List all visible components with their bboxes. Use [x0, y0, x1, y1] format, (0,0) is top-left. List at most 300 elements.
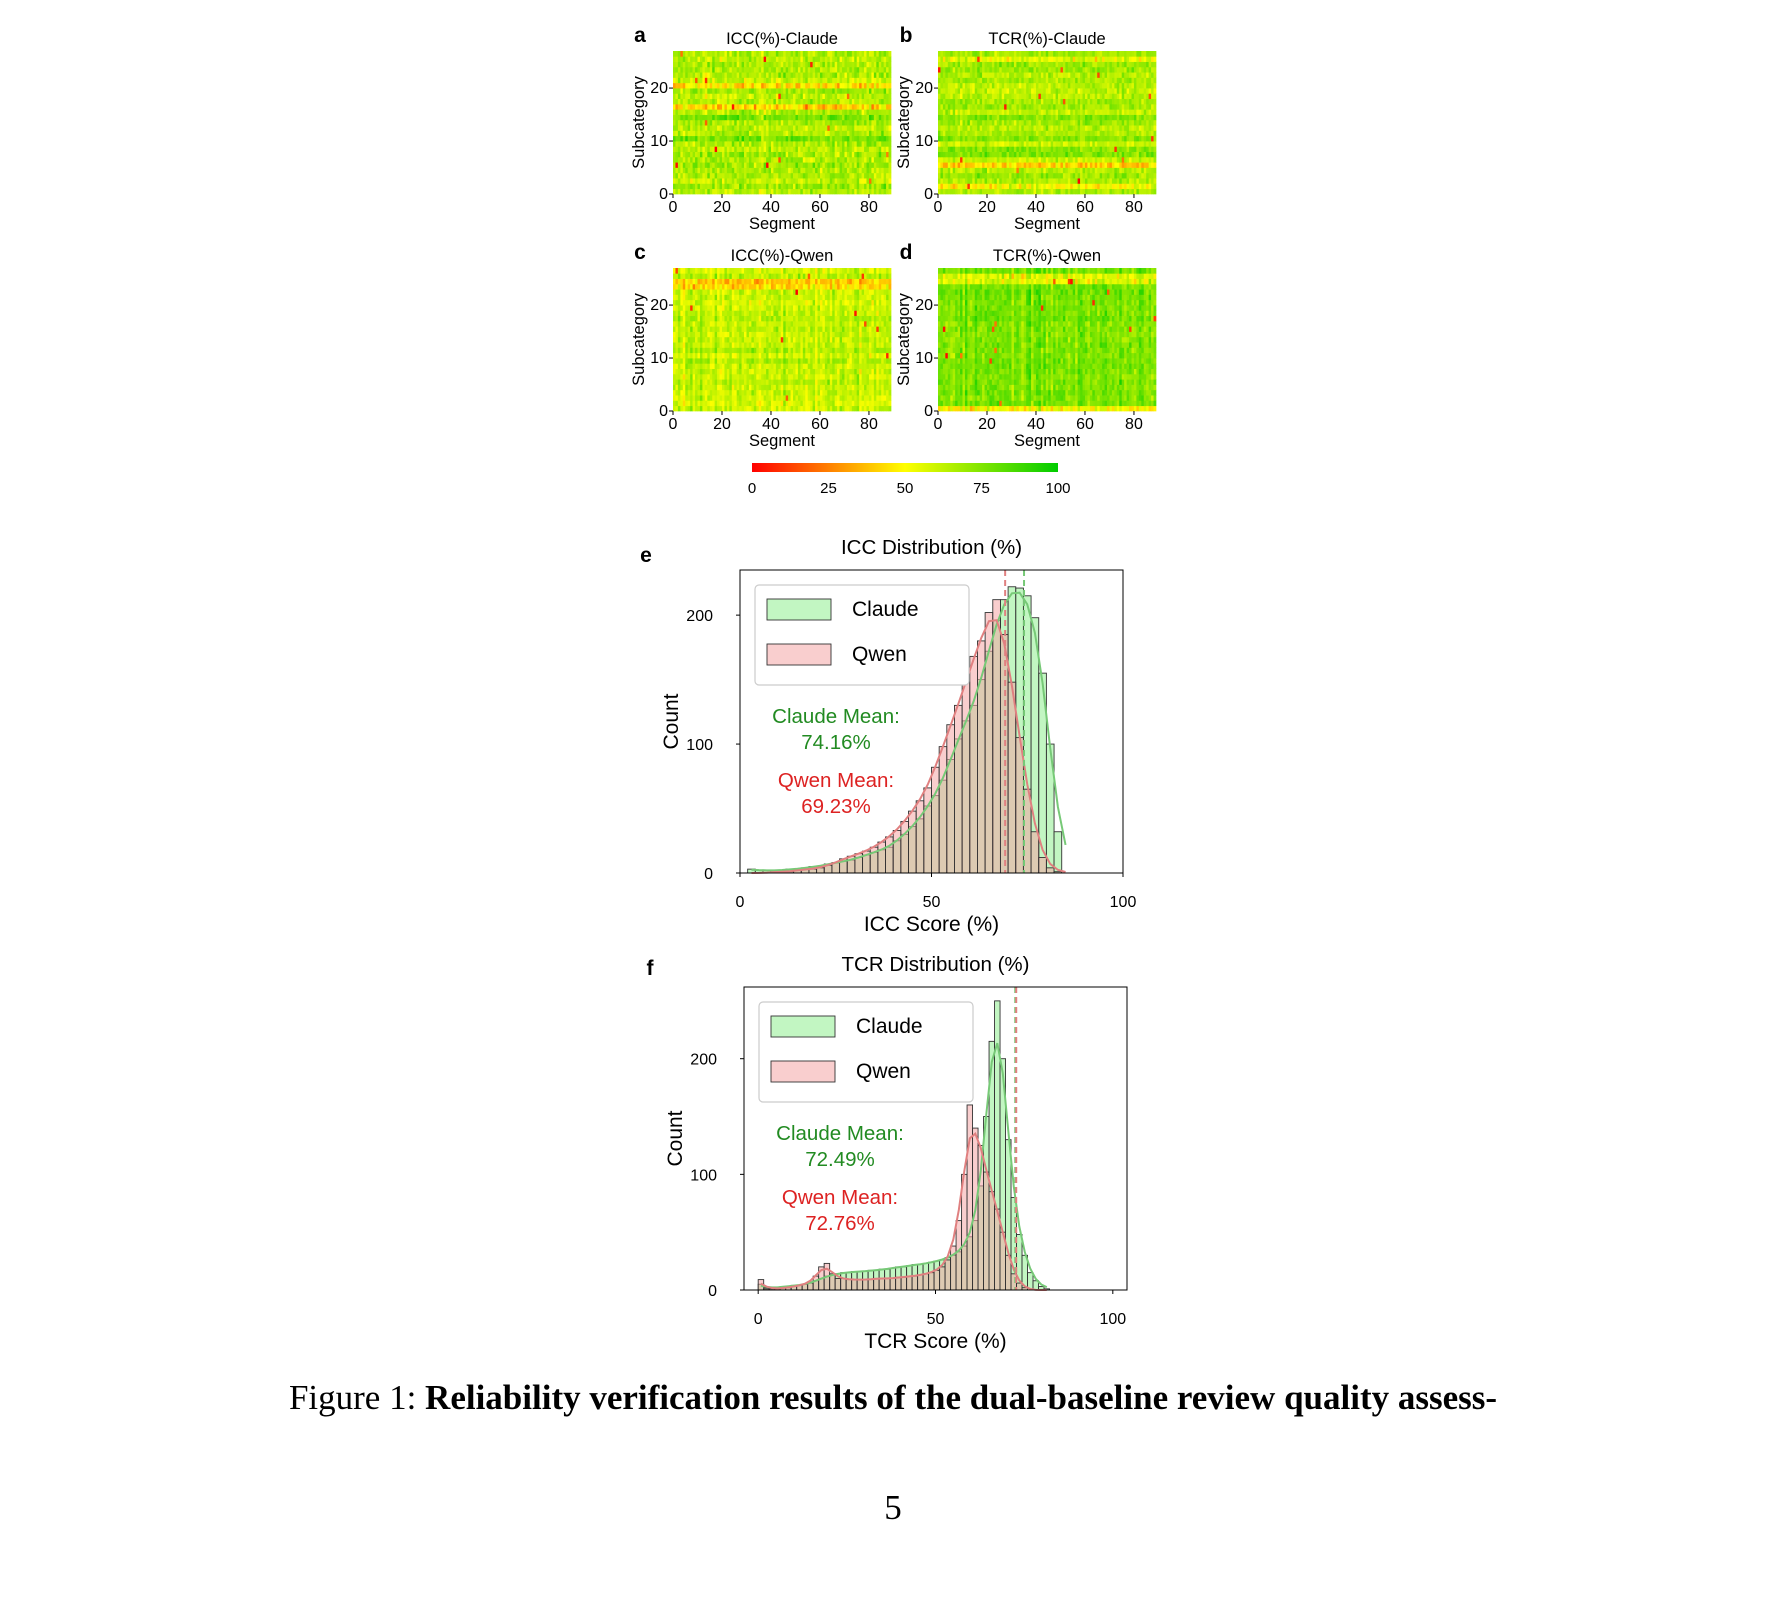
- heatmap-cell: [945, 120, 948, 126]
- heatmap-cell: [732, 152, 735, 158]
- heatmap-cell: [1139, 67, 1142, 73]
- heatmap-cell: [766, 136, 769, 142]
- heatmap-cell: [771, 136, 774, 142]
- heatmap-cell: [1080, 99, 1083, 105]
- heatmap-cell: [840, 125, 843, 131]
- heatmap-cell: [960, 115, 963, 121]
- heatmap-cell: [948, 51, 951, 57]
- heatmap-cell: [1063, 173, 1066, 179]
- heatmap-cell: [1068, 136, 1071, 142]
- heatmap-cell: [795, 141, 798, 147]
- heatmap-cell: [1051, 146, 1054, 152]
- heatmap-cell: [1097, 62, 1100, 68]
- heatmap-cell: [788, 168, 791, 174]
- heatmap-cell: [980, 88, 983, 94]
- heatmap-cell: [1112, 72, 1115, 78]
- heatmap-cell: [744, 168, 747, 174]
- heatmap-cell: [842, 109, 845, 115]
- heatmap-cell: [879, 104, 882, 110]
- heatmap-cell: [742, 99, 745, 105]
- heatmap-cell: [712, 56, 715, 62]
- heatmap-cell: [1073, 83, 1076, 89]
- heatmap-cell: [700, 62, 703, 68]
- heatmap-cell: [1019, 157, 1022, 163]
- heatmap-cell: [1063, 72, 1066, 78]
- heatmap-cell: [1100, 173, 1103, 179]
- heatmap-cell: [818, 130, 821, 136]
- heatmap-cell: [1134, 88, 1137, 94]
- heatmap-cell: [759, 99, 762, 105]
- heatmap-cell: [783, 400, 786, 406]
- heatmap-cell: [975, 173, 978, 179]
- heatmap-cell: [697, 83, 700, 89]
- heatmap-cell: [884, 115, 887, 121]
- heatmap-cell: [867, 406, 870, 412]
- heatmap-cell: [857, 83, 860, 89]
- heatmap-cell: [1016, 51, 1019, 57]
- heatmap-cell: [707, 120, 710, 126]
- heatmap-cell: [832, 109, 835, 115]
- heatmap-cell: [688, 400, 691, 406]
- heatmap-cell: [781, 51, 784, 57]
- heatmap-cell: [948, 88, 951, 94]
- heatmap-cell: [879, 136, 882, 142]
- heatmap-cell: [871, 152, 874, 158]
- heatmap-cell: [1065, 115, 1068, 121]
- heatmap-cell: [1127, 88, 1130, 94]
- heatmap-cell: [1136, 120, 1139, 126]
- heatmap-cell: [1070, 115, 1073, 121]
- heatmap-cell: [1114, 88, 1117, 94]
- heatmap-cell: [1139, 62, 1142, 68]
- heatmap-cell: [773, 115, 776, 121]
- heatmap-cell: [683, 136, 686, 142]
- heatmap-cell: [754, 178, 757, 184]
- heatmap-cell: [737, 109, 740, 115]
- heatmap-cell: [791, 83, 794, 89]
- heatmap-cell: [813, 400, 816, 406]
- heatmap-cell: [871, 189, 874, 195]
- heatmap-cell: [751, 178, 754, 184]
- heatmap-cell: [1016, 189, 1019, 195]
- heatmap-cell: [948, 62, 951, 68]
- heatmap-cell: [1100, 189, 1103, 195]
- heatmap-cell: [717, 115, 720, 121]
- heatmap-cell: [791, 77, 794, 83]
- heatmap-cell: [813, 83, 816, 89]
- heatmap-cell: [1048, 56, 1051, 62]
- heatmap-cell: [1034, 109, 1037, 115]
- heatmap-cell: [889, 88, 892, 94]
- heatmap-cell: [717, 168, 720, 174]
- heatmap-cell: [1119, 146, 1122, 152]
- heatmap-cell: [759, 183, 762, 189]
- heatmap-cell: [722, 183, 725, 189]
- heatmap-cell: [835, 56, 838, 62]
- heatmap-cell: [1109, 88, 1112, 94]
- heatmap-cell: [977, 99, 980, 105]
- heatmap-cell: [786, 162, 789, 168]
- heatmap-cell: [813, 77, 816, 83]
- heatmap-cell: [754, 109, 757, 115]
- heatmap-cell: [950, 51, 953, 57]
- heatmap-cell: [1085, 130, 1088, 136]
- heatmap-cell: [1041, 130, 1044, 136]
- heatmap-cell: [818, 168, 821, 174]
- heatmap-cell: [813, 120, 816, 126]
- heatmap-cell: [1026, 51, 1029, 57]
- heatmap-cell: [680, 83, 683, 89]
- heatmap-cell: [889, 104, 892, 110]
- heatmap-cell: [710, 125, 713, 131]
- heatmap-cell: [1085, 62, 1088, 68]
- heatmap-cell: [1036, 146, 1039, 152]
- heatmap-cell: [1100, 162, 1103, 168]
- heatmap-cell: [739, 83, 742, 89]
- heatmap-cell: [727, 62, 730, 68]
- heatmap-cell: [1043, 77, 1046, 83]
- heatmap-cell: [1038, 99, 1041, 105]
- heatmap-cell: [1100, 157, 1103, 163]
- heatmap-cell: [1075, 109, 1078, 115]
- heatmap-cell: [970, 136, 973, 142]
- heatmap-cell: [720, 183, 723, 189]
- heatmap-cell: [673, 173, 676, 179]
- heatmap-cell: [985, 157, 988, 163]
- heatmap-cell: [700, 146, 703, 152]
- heatmap-cell: [690, 136, 693, 142]
- heatmap-cell: [857, 51, 860, 57]
- heatmap-cell: [999, 56, 1002, 62]
- heatmap-cell: [742, 130, 745, 136]
- heatmap-cell: [989, 189, 992, 195]
- heatmap-cell: [876, 99, 879, 105]
- heatmap-cell: [749, 136, 752, 142]
- heatmap-cell: [1114, 51, 1117, 57]
- heatmap-cell: [1100, 72, 1103, 78]
- heatmap-cell: [1105, 77, 1108, 83]
- heatmap-cell: [1073, 115, 1076, 121]
- heatmap-cell: [715, 62, 718, 68]
- heatmap-cell: [781, 406, 784, 412]
- heatmap-cell: [980, 77, 983, 83]
- heatmap-cell: [820, 152, 823, 158]
- heatmap-cell: [1119, 178, 1122, 184]
- heatmap-cell: [761, 130, 764, 136]
- heatmap-cell: [1105, 99, 1108, 105]
- heatmap-cell: [683, 99, 686, 105]
- heatmap-cell: [693, 173, 696, 179]
- heatmap-cell: [889, 56, 892, 62]
- heatmap-cell: [1026, 56, 1029, 62]
- heatmap-cell: [1139, 146, 1142, 152]
- heatmap-cell: [827, 152, 830, 158]
- heatmap-cell: [712, 189, 715, 195]
- heatmap-cell: [803, 67, 806, 73]
- heatmap-cell: [1019, 51, 1022, 57]
- heatmap-cell: [751, 406, 754, 412]
- heatmap-cell: [1085, 162, 1088, 168]
- heatmap-cell: [1112, 83, 1115, 89]
- heatmap-cell: [1146, 99, 1149, 105]
- heatmap-cell: [1019, 162, 1022, 168]
- heatmap-cell: [955, 72, 958, 78]
- heatmap-cell: [720, 62, 723, 68]
- heatmap-cell: [786, 51, 789, 57]
- heatmap-cell: [1102, 173, 1105, 179]
- heatmap-cell: [1119, 136, 1122, 142]
- heatmap-cell: [720, 406, 723, 412]
- heatmap-cell: [1119, 104, 1122, 110]
- heatmap-cell: [820, 77, 823, 83]
- heatmap-cell: [955, 104, 958, 110]
- heatmap-cell: [876, 72, 879, 78]
- heatmap-cell: [791, 104, 794, 110]
- heatmap-cell: [771, 109, 774, 115]
- heatmap-cell: [1051, 173, 1054, 179]
- heatmap-cell: [854, 406, 857, 412]
- heatmap-cell: [982, 51, 985, 57]
- heatmap-cell: [1092, 178, 1095, 184]
- heatmap-cell: [857, 93, 860, 99]
- heatmap-cell: [972, 130, 975, 136]
- heatmap-cell: [1046, 56, 1049, 62]
- heatmap-cell: [1078, 152, 1081, 158]
- heatmap-cell: [842, 152, 845, 158]
- heatmap-cell: [815, 400, 818, 406]
- heatmap-cell: [832, 99, 835, 105]
- heatmap-cell: [1146, 56, 1149, 62]
- heatmap-cell: [798, 406, 801, 412]
- heatmap-cell: [1122, 183, 1125, 189]
- heatmap-cell: [830, 162, 833, 168]
- heatmap-cell: [756, 173, 759, 179]
- heatmap-cell: [697, 157, 700, 163]
- heatmap-cell: [710, 104, 713, 110]
- heatmap-cell: [945, 93, 948, 99]
- heatmap-cell: [1141, 136, 1144, 142]
- heatmap-cell: [962, 146, 965, 152]
- heatmap-cell: [854, 189, 857, 195]
- heatmap-cell: [778, 152, 781, 158]
- heatmap-cell: [867, 72, 870, 78]
- heatmap-cell: [1051, 152, 1054, 158]
- heatmap-cell: [1031, 136, 1034, 142]
- heatmap-cell: [1105, 189, 1108, 195]
- heatmap-cell: [1051, 51, 1054, 57]
- heatmap-cell: [874, 178, 877, 184]
- heatmap-cell: [1065, 109, 1068, 115]
- heatmap-cell: [715, 72, 718, 78]
- heatmap-cell: [715, 183, 718, 189]
- heatmap-cell: [766, 120, 769, 126]
- heatmap-cell: [945, 109, 948, 115]
- heatmap-cell: [977, 115, 980, 121]
- heatmap-cell: [808, 99, 811, 105]
- heatmap-cell: [1144, 183, 1147, 189]
- heatmap-cell: [754, 93, 757, 99]
- heatmap-cell: [1056, 189, 1059, 195]
- heatmap-cell: [1019, 125, 1022, 131]
- heatmap-cell: [994, 157, 997, 163]
- heatmap-cell: [999, 136, 1002, 142]
- heatmap-cell: [810, 168, 813, 174]
- heatmap-cell: [1141, 168, 1144, 174]
- heatmap-cell: [1021, 62, 1024, 68]
- heatmap-cell: [1068, 67, 1071, 73]
- heatmap-cell: [813, 72, 816, 78]
- heatmap-cell: [827, 88, 830, 94]
- heatmap-cell: [886, 173, 889, 179]
- heatmap-cell: [1034, 56, 1037, 62]
- heatmap-cell: [1083, 130, 1086, 136]
- heatmap-cell: [1021, 130, 1024, 136]
- heatmap-cell: [1129, 152, 1132, 158]
- heatmap-cell: [832, 189, 835, 195]
- heatmap-cell: [999, 62, 1002, 68]
- heatmap-cell: [1021, 115, 1024, 121]
- heatmap-cell: [1151, 141, 1154, 147]
- heatmap-cell: [675, 183, 678, 189]
- heatmap-cell: [869, 115, 872, 121]
- heatmap-cell: [810, 152, 813, 158]
- heatmap-cell: [962, 130, 965, 136]
- heatmap-cell: [1102, 178, 1105, 184]
- heatmap-cell: [820, 189, 823, 195]
- heatmap-cell: [776, 178, 779, 184]
- heatmap-cell: [764, 88, 767, 94]
- heatmap-cell: [1122, 157, 1125, 163]
- heatmap-cell: [739, 173, 742, 179]
- heatmap-cell: [945, 162, 948, 168]
- heatmap-cell: [695, 157, 698, 163]
- heatmap-cell: [764, 152, 767, 158]
- heatmap-cell: [737, 406, 740, 412]
- heatmap-cell: [722, 400, 725, 406]
- heatmap-cell: [849, 83, 852, 89]
- heatmap-cell: [876, 136, 879, 142]
- heatmap-cell: [1019, 120, 1022, 126]
- heatmap-cell: [1058, 120, 1061, 126]
- heatmap-cell: [1151, 146, 1154, 152]
- heatmap-cell: [1014, 99, 1017, 105]
- heatmap-cell: [720, 400, 723, 406]
- heatmap-cell: [1087, 93, 1090, 99]
- heatmap-cell: [960, 67, 963, 73]
- heatmap-cell: [992, 136, 995, 142]
- heatmap-cell: [1090, 141, 1093, 147]
- heatmap-cell: [1043, 104, 1046, 110]
- heatmap-cell: [1075, 88, 1078, 94]
- heatmap-cell: [1060, 104, 1063, 110]
- heatmap-cell: [879, 183, 882, 189]
- heatmap-cell: [994, 189, 997, 195]
- heatmap-cell: [1102, 109, 1105, 115]
- heatmap-cell: [764, 93, 767, 99]
- heatmap-cell: [1090, 83, 1093, 89]
- heatmap-cell: [972, 157, 975, 163]
- heatmap-cell: [1070, 104, 1073, 110]
- heatmap-cell: [869, 152, 872, 158]
- heatmap-cell: [1014, 168, 1017, 174]
- heatmap-cell: [1051, 136, 1054, 142]
- heatmap-cell: [771, 141, 774, 147]
- heatmap-cell: [1046, 62, 1049, 68]
- heatmap-cell: [852, 99, 855, 105]
- heatmap-cell: [805, 136, 808, 142]
- heatmap-cell: [972, 93, 975, 99]
- heatmap-cell: [742, 189, 745, 195]
- heatmap-cell: [945, 56, 948, 62]
- heatmap-cell: [786, 152, 789, 158]
- heatmap-cell: [822, 152, 825, 158]
- heatmap-cell: [1097, 130, 1100, 136]
- heatmap-cell: [1100, 178, 1103, 184]
- heatmap-cell: [1063, 51, 1066, 57]
- heatmap-cell: [1007, 162, 1010, 168]
- heatmap-cell: [678, 130, 681, 136]
- heatmap-cell: [1011, 99, 1014, 105]
- heatmap-cell: [1053, 88, 1056, 94]
- heatmap-cell: [715, 56, 718, 62]
- heatmap-cell: [1029, 67, 1032, 73]
- heatmap-cell: [1109, 56, 1112, 62]
- heatmap-cell: [1141, 115, 1144, 121]
- heatmap-cell: [761, 157, 764, 163]
- heatmap-cell: [881, 67, 884, 73]
- heatmap-cell: [798, 130, 801, 136]
- heatmap-cell: [886, 130, 889, 136]
- heatmap-cell: [840, 173, 843, 179]
- heatmap-cell: [788, 125, 791, 131]
- heatmap-cell: [746, 120, 749, 126]
- heatmap-cell: [675, 157, 678, 163]
- heatmap-cell: [876, 173, 879, 179]
- heatmap-cell: [761, 146, 764, 152]
- heatmap-cell: [678, 125, 681, 131]
- heatmap-cell: [683, 168, 686, 174]
- heatmap-cell: [844, 141, 847, 147]
- heatmap-cell: [948, 141, 951, 147]
- heatmap-cell: [943, 109, 946, 115]
- heatmap-cell: [1041, 141, 1044, 147]
- heatmap-cell: [1063, 93, 1066, 99]
- heatmap-cell: [874, 168, 877, 174]
- heatmap-cell: [727, 146, 730, 152]
- heatmap-cell: [1129, 115, 1132, 121]
- heatmap-cell: [1100, 93, 1103, 99]
- heatmap-cell: [960, 99, 963, 105]
- heatmap-cell: [955, 51, 958, 57]
- heatmap-cell: [871, 83, 874, 89]
- heatmap-cell: [818, 115, 821, 121]
- heatmap-cell: [678, 173, 681, 179]
- heatmap-cell: [1095, 173, 1098, 179]
- heatmap-cell: [1119, 67, 1122, 73]
- heatmap-cell: [1002, 72, 1005, 78]
- heatmap-cell: [678, 178, 681, 184]
- heatmap-cell: [938, 77, 941, 83]
- heatmap-cell: [705, 77, 708, 83]
- heatmap-cell: [1038, 178, 1041, 184]
- heatmap-cell: [852, 72, 855, 78]
- heatmap-cell: [808, 146, 811, 152]
- heatmap-cell: [749, 120, 752, 126]
- heatmap-cell: [967, 136, 970, 142]
- heatmap-cell: [869, 162, 872, 168]
- heatmap-cell: [840, 168, 843, 174]
- heatmap-cell: [1146, 152, 1149, 158]
